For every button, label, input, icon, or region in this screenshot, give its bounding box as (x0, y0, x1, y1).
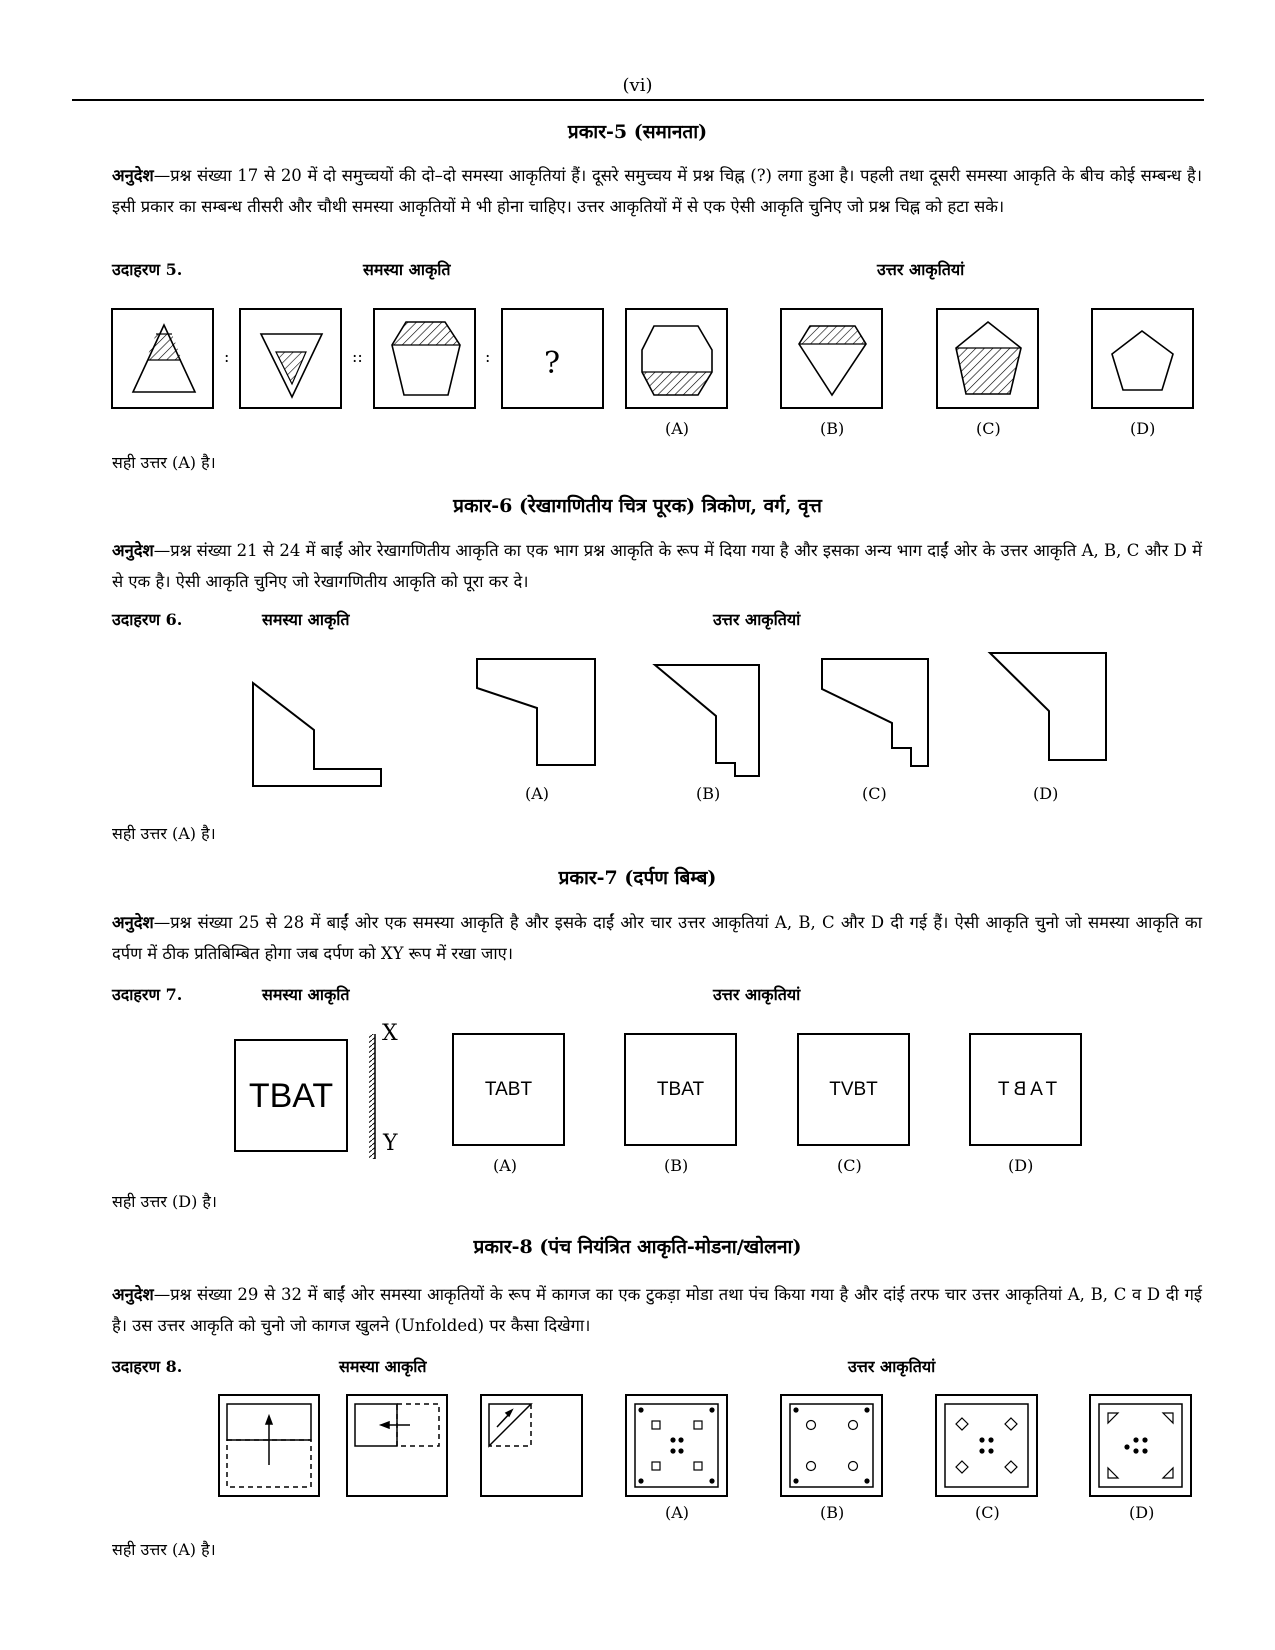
ratio-separator-2: :: (352, 347, 363, 366)
option-label-a: (A) (665, 1503, 690, 1522)
example7-label: उदाहरण 7. (112, 985, 183, 1004)
problem-word: TBAT (248, 1077, 334, 1115)
option-label-d: (D) (1129, 1503, 1155, 1522)
option-label-b: (B) (820, 1503, 845, 1522)
answer-d-pattern (1108, 1413, 1173, 1478)
answer-box-d (1090, 1395, 1191, 1496)
mirror-label-x: X (382, 1021, 398, 1046)
instruction-lead: अनुदेश (112, 166, 154, 185)
problem-figure-label: समस्या आकृति (262, 985, 350, 1004)
option-label-c: (C) (862, 784, 887, 803)
instruction-lead: अनुदेश (112, 913, 154, 932)
option-label-c: (C) (837, 1156, 862, 1175)
answer-figures-label: उत्तर आकृतियां (848, 1357, 936, 1376)
example6-label: उदाहरण 6. (112, 610, 183, 629)
problem-figure-label: समस्या आकृति (262, 610, 350, 629)
option-label-b: (B) (696, 784, 721, 803)
section7-title: प्रकार-7 (दर्पण बिम्ब) (558, 867, 717, 889)
correct-answer-7: सही उत्तर (D) है। (112, 1192, 217, 1211)
section8-title: प्रकार-8 (पंच नियंत्रित आकृति-मोडना/खोलना) (473, 1236, 802, 1258)
mirror-label-y: Y (383, 1131, 398, 1156)
option-label-a: (A) (493, 1156, 518, 1175)
option-word-c: TVBT (829, 1079, 878, 1100)
question-mark: ? (543, 346, 561, 381)
answer-figures-label: उत्तर आकृतियां (877, 260, 965, 279)
correct-answer-8: सही उत्तर (A) है। (112, 1540, 216, 1559)
example8-label: उदाहरण 8. (112, 1357, 183, 1376)
instruction-text: —प्रश्न संख्या 29 से 32 में बाईं ओर समस्या आकृतियों के रूप में कागज का एक टुकड़ा मोडा तथा पंच किया गया है और दांई तरफ चार उत्तर आकृतियां A, B, C व D दी गई है। उस उत्तर आकृति को चुनो जो कागज खुलने (Unfolded) पर कैसा दिखेगा। (112, 1285, 1202, 1335)
problem-figure-label: समस्या आकृति (339, 1357, 427, 1376)
instruction-lead: अनुदेश (112, 1285, 154, 1304)
option-label-c: (C) (976, 419, 1001, 438)
option-label-d: (D) (1033, 784, 1059, 803)
option-label-c: (C) (975, 1503, 1000, 1522)
problem-figure-label: समस्या आकृति (363, 260, 451, 279)
answer-c-pattern (956, 1418, 1017, 1473)
answer-a-pattern (638, 1407, 714, 1483)
ratio-separator-1: : (224, 347, 230, 366)
option-label-a: (A) (525, 784, 550, 803)
answer-box-c (936, 1395, 1037, 1496)
instruction-text: —प्रश्न संख्या 17 से 20 में दो समुच्चयों की दो–दो समस्या आकृतियां हैं। दूसरे समुच्चय में प्रश्न चिह्न (?) लगा हुआ है। पहली तथा दूसरी समस्या आकृति के बीच कोई सम्बन्ध है। इसी प्रकार का सम्बन्ध तीसरी और चौथी समस्या आकृतियों मे भी होना चाहिए। उत्तर आकृतियों में से एक ऐसी आकृति चुनिए जो प्रश्न चिह्न को हटा सके। (112, 166, 1202, 216)
option-label-d: (D) (1008, 1156, 1034, 1175)
instruction-text: —प्रश्न संख्या 25 से 28 में बाईं ओर एक समस्या आकृति है और इसके दाईं ओर चार उत्तर आकृतियां A, B, C और D दी गई हैं। ऐसी आकृति चुनो जो समस्या आकृति का दर्पण में ठीक प्रतिबिम्बित होगा जब दर्पण को XY रूप में रखा जाए। (112, 913, 1202, 963)
option-word-a: TABT (484, 1079, 533, 1100)
answer-b-pattern (793, 1407, 869, 1483)
instruction-text: —प्रश्न संख्या 21 से 24 में बाईं ओर रेखागणितीय आकृति का एक भाग प्रश्न आकृति के रूप में दिया गया है और इसका अन्य भाग दाईं ओर के उत्तर आकृति A, B, C और D में से एक है। ऐसी आकृति चुनिए जो रेखागणितीय आकृति को पूरा कर दे। (112, 541, 1202, 591)
instruction-lead: अनुदेश (112, 541, 154, 560)
option-label-b: (B) (820, 419, 845, 438)
answer-figures-label: उत्तर आकृतियां (713, 610, 801, 629)
page-number: (vi) (622, 75, 653, 96)
answer-figures-label: उत्तर आकृतियां (713, 985, 801, 1004)
option-word-d-mirrored: TABT (993, 1079, 1058, 1100)
option-label-d: (D) (1130, 419, 1156, 438)
option-word-b: TBAT (656, 1079, 705, 1100)
ratio-separator-3: : (485, 347, 491, 366)
section5-title: प्रकार-5 (समानता) (567, 121, 708, 143)
option-label-a: (A) (665, 419, 690, 438)
section6-title: प्रकार-6 (रेखागणितीय चित्र पूरक) त्रिकोण, वर्ग, वृत्त (453, 495, 822, 517)
correct-answer-6: सही उत्तर (A) है। (112, 824, 216, 843)
correct-answer-5: सही उत्तर (A) है। (112, 453, 216, 472)
option-label-b: (B) (664, 1156, 689, 1175)
example5-label: उदाहरण 5. (112, 260, 183, 279)
